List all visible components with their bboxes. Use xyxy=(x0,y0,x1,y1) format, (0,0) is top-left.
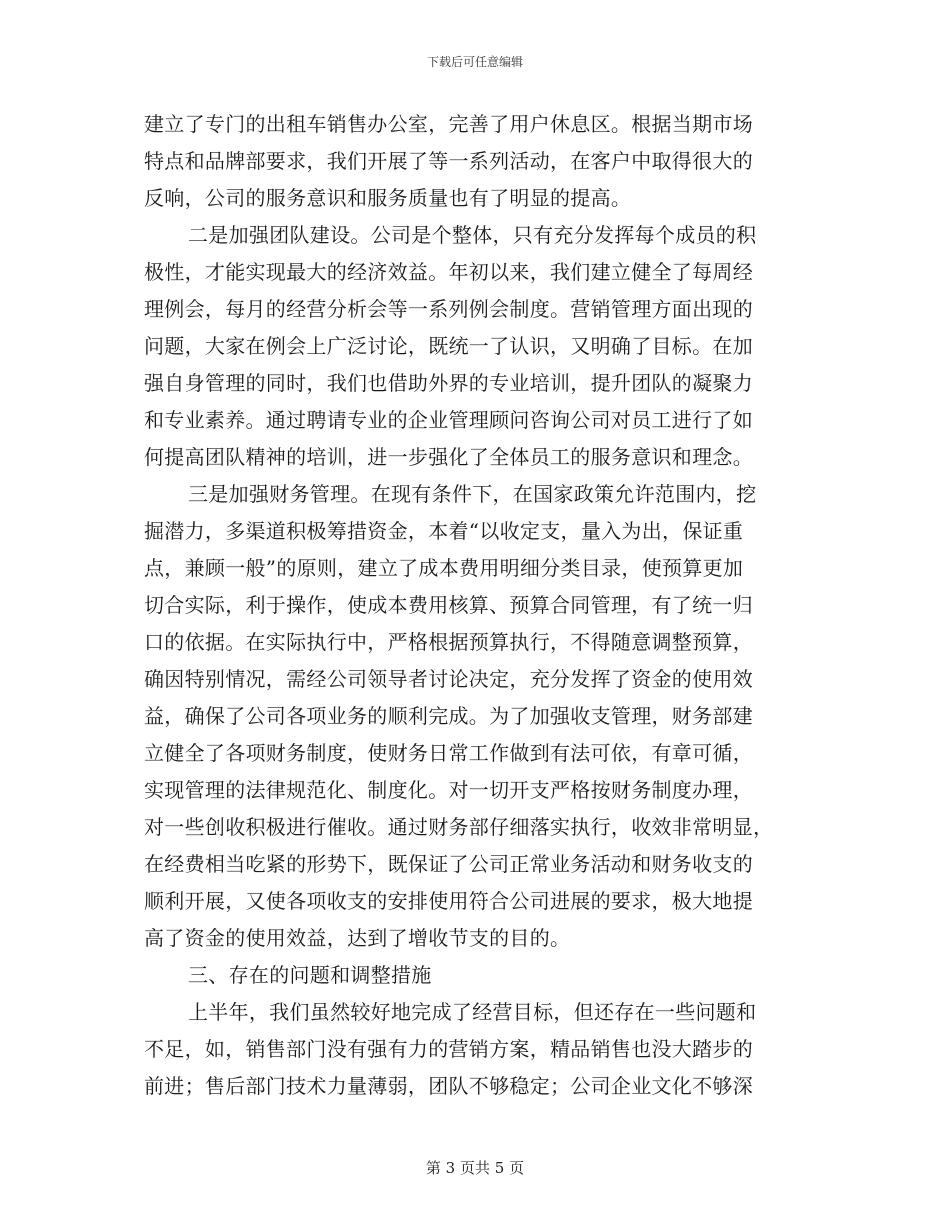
text-line: 理例会，每月的经营分析会等一系列例会制度。营销管理方面出现的 xyxy=(144,297,753,321)
text-line: 对一些创收积极进行催收。通过财务部仔细落实执行，收效非常明显， xyxy=(144,815,774,839)
text-line: 实现管理的法律规范化、制度化。对一切开支严格按财务制度办理， xyxy=(144,778,753,802)
text-line: 极性，才能实现最大的经济效益。年初以来，我们建立健全了每周经 xyxy=(144,260,753,284)
text-line: 强自身管理的同时，我们也借助外界的专业培训，提升团队的凝聚力 xyxy=(144,371,753,395)
text-line: 益，确保了公司各项业务的顺利完成。为了加强收支管理，财务部建 xyxy=(144,704,753,728)
text-line: 立健全了各项财务制度，使财务日常工作做到有法可依，有章可循， xyxy=(144,741,753,765)
text-line: 顺利开展，又使各项收支的安排使用符合公司进展的要求，极大地提 xyxy=(144,889,753,913)
page-header: 下载后可任意编辑 xyxy=(426,55,523,69)
text-line: 三是加强财务管理。在现有条件下，在国家政策允许范围内，挖 xyxy=(188,482,757,506)
text-line: 前进；售后部门技术力量薄弱，团队不够稳定；公司企业文化不够深 xyxy=(144,1074,753,1098)
text-line: 点，兼顾一般”的原则，建立了成本费用明细分类目录，使预算更加 xyxy=(144,556,744,580)
text-line: 建立了专门的出租车销售办公室，完善了用户休息区。根据当期市场 xyxy=(144,112,753,136)
text-line: 不足，如，销售部门没有强有力的营销方案，精品销售也没大踏步的 xyxy=(144,1037,753,1061)
text-line: 特点和品牌部要求，我们开展了等一系列活动，在客户中取得很大的 xyxy=(144,149,753,173)
text-line: 口的依据。在实际执行中，严格根据预算执行，不得随意调整预算， xyxy=(144,630,753,654)
text-line: 二是加强团队建设。公司是个整体，只有充分发挥每个成员的积 xyxy=(188,223,757,247)
text-line: 确因特别情况，需经公司领导者讨论决定，充分发挥了资金的使用效 xyxy=(144,667,753,691)
text-line: 和专业素养。通过聘请专业的企业管理顾问咨询公司对员工进行了如 xyxy=(144,408,753,432)
document-body xyxy=(144,106,804,1105)
text-line: 高了资金的使用效益，达到了增收节支的目的。 xyxy=(144,926,571,950)
page-footer: 第 3 页共 5 页 xyxy=(425,1159,525,1177)
text-line: 上半年，我们虽然较好地完成了经营目标，但还存在一些问题和 xyxy=(188,1000,757,1024)
text-line: 在经费相当吃紧的形势下，既保证了公司正常业务活动和财务收支的 xyxy=(144,852,753,876)
text-line: 切合实际，利于操作，使成本费用核算、预算合同管理，有了统一归 xyxy=(144,593,753,617)
text-line: 三、存在的问题和调整措施 xyxy=(188,963,432,987)
text-line: 何提高团队精神的培训，进一步强化了全体员工的服务意识和理念。 xyxy=(144,445,753,469)
text-line: 反响，公司的服务意识和服务质量也有了明显的提高。 xyxy=(144,186,632,210)
text-line: 问题，大家在例会上广泛讨论，既统一了认识，又明确了目标。在加 xyxy=(144,334,753,358)
text-line: 掘潜力，多渠道积极筹措资金，本着“以收定支，量入为出，保证重 xyxy=(144,519,744,543)
